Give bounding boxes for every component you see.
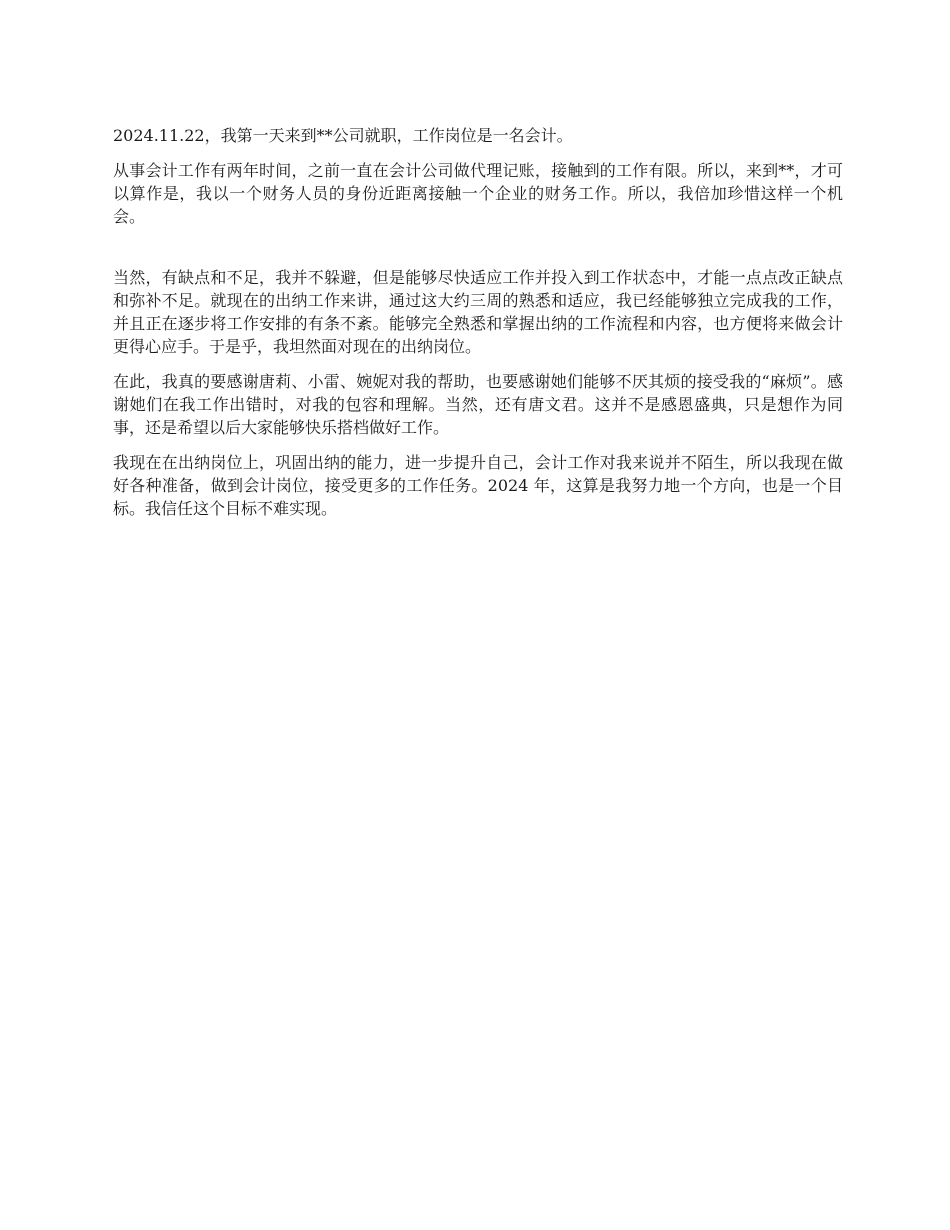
paragraph-experience: 从事会计工作有两年时间，之前一直在会计公司做代理记账，接触到的工作有限。所以，来到**，才可以算作是，我以一个财务人员的身份近距离接触一个企业的财务工作。所以，我倍加珍惜这样一个机会。: [113, 161, 843, 226]
paragraph-thanks: 在此，我真的要感谢唐莉、小雷、婉妮对我的帮助，也要感谢她们能够不厌其烦的接受我的“麻烦”。感谢她们在我工作出错时，对我的包容和理解。当然，还有唐文君。这并不是感恩盛典，只是想作为同事，还是希望以后大家能够快乐搭档做好工作。: [113, 372, 843, 437]
paragraph-goals: 我现在在出纳岗位上，巩固出纳的能力，进一步提升自己，会计工作对我来说并不陌生，所以我现在做好各种准备，做到会计岗位，接受更多的工作任务。2024 年，这算是我努力地一个方向，也是一个目标。我信任这个目标不难实现。: [113, 453, 843, 518]
paragraph-start-date: 2024.11.22，我第一天来到**公司就职，工作岗位是一名会计。: [113, 126, 573, 145]
paragraph-shortcomings: 当然，有缺点和不足，我并不躲避，但是能够尽快适应工作并投入到工作状态中，才能一点点改正缺点和弥补不足。就现在的出纳工作来讲，通过这大约三周的熟悉和适应，我已经能够独立完成我的工作，并且正在逐步将工作安排的有条不紊。能够完全熟悉和掌握出纳的工作流程和内容，也方便将来做会计更得心应手。于是乎，我坦然面对现在的出纳岗位。: [113, 268, 843, 356]
document-body: [113, 124, 843, 532]
